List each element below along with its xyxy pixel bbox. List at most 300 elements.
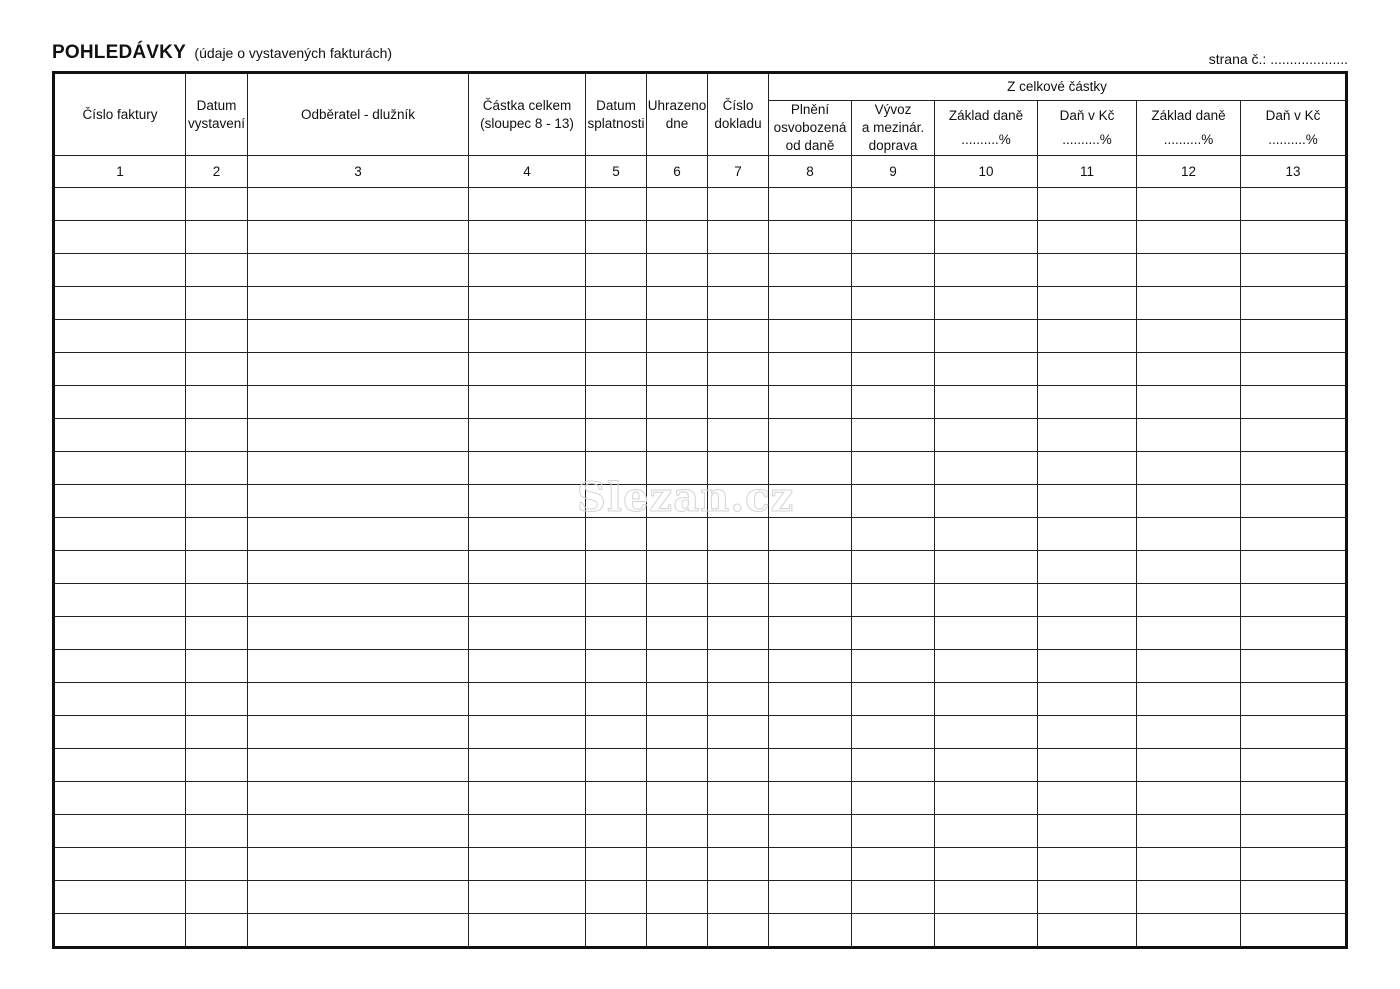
table-cell[interactable] [769, 485, 852, 518]
table-cell[interactable] [586, 287, 647, 320]
table-cell[interactable] [935, 518, 1038, 551]
table-cell[interactable] [586, 815, 647, 848]
table-cell[interactable] [852, 815, 935, 848]
table-cell[interactable] [769, 320, 852, 353]
table-cell[interactable] [248, 353, 469, 386]
table-cell[interactable] [708, 848, 769, 881]
table-cell[interactable] [852, 221, 935, 254]
table-cell[interactable] [186, 485, 248, 518]
table-cell[interactable] [54, 815, 186, 848]
table-cell[interactable] [586, 221, 647, 254]
table-cell[interactable] [647, 914, 708, 948]
table-cell[interactable] [248, 881, 469, 914]
table-cell[interactable] [469, 254, 586, 287]
table-cell[interactable] [647, 353, 708, 386]
table-cell[interactable] [1137, 287, 1241, 320]
table-cell[interactable] [769, 254, 852, 287]
column-number: 6 [647, 156, 708, 188]
table-cell[interactable] [1241, 254, 1347, 287]
table-cell[interactable] [935, 683, 1038, 716]
table-cell[interactable] [186, 815, 248, 848]
table-cell[interactable] [647, 254, 708, 287]
table-cell[interactable] [708, 584, 769, 617]
table-cell[interactable] [186, 221, 248, 254]
table-cell[interactable] [647, 650, 708, 683]
table-cell[interactable] [708, 419, 769, 452]
table-cell[interactable] [469, 386, 586, 419]
table-cell[interactable] [769, 386, 852, 419]
table-cell[interactable] [1137, 914, 1241, 948]
table-cell[interactable] [54, 353, 186, 386]
table-cell[interactable] [935, 254, 1038, 287]
table-cell[interactable] [186, 287, 248, 320]
table-cell[interactable] [852, 353, 935, 386]
table-cell[interactable] [469, 452, 586, 485]
table-cell[interactable] [1038, 914, 1137, 948]
table-cell[interactable] [708, 353, 769, 386]
table-cell[interactable] [248, 848, 469, 881]
table-cell[interactable] [769, 353, 852, 386]
table-cell[interactable] [1241, 551, 1347, 584]
table-cell[interactable] [1241, 650, 1347, 683]
table-cell[interactable] [647, 551, 708, 584]
table-cell[interactable] [586, 419, 647, 452]
table-cell[interactable] [1137, 254, 1241, 287]
table-cell[interactable] [852, 386, 935, 419]
table-cell[interactable] [647, 452, 708, 485]
table-cell[interactable] [54, 683, 186, 716]
table-cell[interactable] [248, 584, 469, 617]
table-cell[interactable] [935, 287, 1038, 320]
table-cell[interactable] [708, 485, 769, 518]
table-cell[interactable] [852, 485, 935, 518]
table-cell[interactable] [935, 452, 1038, 485]
table-cell[interactable] [54, 188, 186, 221]
table-cell[interactable] [1241, 584, 1347, 617]
table-cell[interactable] [54, 551, 186, 584]
table-cell[interactable] [186, 848, 248, 881]
table-cell[interactable] [1137, 584, 1241, 617]
table-cell[interactable] [1137, 452, 1241, 485]
table-cell[interactable] [186, 419, 248, 452]
table-cell[interactable] [1038, 551, 1137, 584]
table-cell[interactable] [852, 584, 935, 617]
table-cell[interactable] [1137, 485, 1241, 518]
table-cell[interactable] [935, 716, 1038, 749]
table-cell[interactable] [852, 452, 935, 485]
table-cell[interactable] [586, 452, 647, 485]
table-cell[interactable] [248, 320, 469, 353]
table-cell[interactable] [852, 650, 935, 683]
table-cell[interactable] [1038, 188, 1137, 221]
table-cell[interactable] [1038, 815, 1137, 848]
table-cell[interactable] [54, 221, 186, 254]
table-cell[interactable] [469, 650, 586, 683]
table-cell[interactable] [186, 617, 248, 650]
table-cell[interactable] [54, 320, 186, 353]
table-cell[interactable] [708, 386, 769, 419]
table-cell[interactable] [935, 650, 1038, 683]
table-cell[interactable] [1038, 254, 1137, 287]
table-cell[interactable] [852, 881, 935, 914]
table-cell[interactable] [1241, 881, 1347, 914]
table-cell[interactable] [186, 584, 248, 617]
table-cell[interactable] [54, 485, 186, 518]
table-cell[interactable] [935, 782, 1038, 815]
table-cell[interactable] [935, 815, 1038, 848]
table-cell[interactable] [54, 617, 186, 650]
table-cell[interactable] [248, 419, 469, 452]
table-cell[interactable] [1137, 881, 1241, 914]
table-cell[interactable] [248, 452, 469, 485]
table-cell[interactable] [708, 287, 769, 320]
table-cell[interactable] [1241, 320, 1347, 353]
table-cell[interactable] [647, 584, 708, 617]
table-cell[interactable] [769, 287, 852, 320]
table-cell[interactable] [769, 452, 852, 485]
table-cell[interactable] [1038, 386, 1137, 419]
table-cell[interactable] [769, 881, 852, 914]
table-cell[interactable] [647, 782, 708, 815]
table-cell[interactable] [1137, 815, 1241, 848]
table-cell[interactable] [1137, 683, 1241, 716]
table-cell[interactable] [248, 287, 469, 320]
table-cell[interactable] [586, 749, 647, 782]
table-cell[interactable] [1241, 353, 1347, 386]
table-cell[interactable] [54, 914, 186, 948]
table-cell[interactable] [1241, 914, 1347, 948]
table-cell[interactable] [935, 881, 1038, 914]
table-cell[interactable] [248, 188, 469, 221]
table-cell[interactable] [248, 683, 469, 716]
table-cell[interactable] [1241, 452, 1347, 485]
table-cell[interactable] [469, 815, 586, 848]
table-cell[interactable] [586, 386, 647, 419]
table-cell[interactable] [708, 617, 769, 650]
table-cell[interactable] [586, 485, 647, 518]
table-cell[interactable] [1137, 617, 1241, 650]
table-cell[interactable] [1137, 320, 1241, 353]
table-cell[interactable] [708, 881, 769, 914]
table-cell[interactable] [769, 815, 852, 848]
table-cell[interactable] [1137, 221, 1241, 254]
table-cell[interactable] [1241, 716, 1347, 749]
table-cell[interactable] [1038, 419, 1137, 452]
table-cell[interactable] [186, 683, 248, 716]
table-cell[interactable] [469, 485, 586, 518]
table-cell[interactable] [852, 617, 935, 650]
table-cell[interactable] [769, 650, 852, 683]
table-cell[interactable] [852, 683, 935, 716]
table-cell[interactable] [1241, 221, 1347, 254]
table-cell[interactable] [1137, 188, 1241, 221]
table-cell[interactable] [935, 848, 1038, 881]
table-cell[interactable] [852, 749, 935, 782]
table-cell[interactable] [54, 749, 186, 782]
table-cell[interactable] [586, 320, 647, 353]
table-cell[interactable] [935, 419, 1038, 452]
table-cell[interactable] [1038, 716, 1137, 749]
table-cell[interactable] [186, 452, 248, 485]
table-cell[interactable] [647, 683, 708, 716]
table-cell[interactable] [1241, 683, 1347, 716]
table-cell[interactable] [1038, 683, 1137, 716]
table-cell[interactable] [852, 518, 935, 551]
table-cell[interactable] [935, 914, 1038, 948]
table-cell[interactable] [469, 584, 586, 617]
table-cell[interactable] [769, 617, 852, 650]
table-cell[interactable] [186, 353, 248, 386]
table-cell[interactable] [647, 749, 708, 782]
table-cell[interactable] [54, 650, 186, 683]
table-cell[interactable] [935, 320, 1038, 353]
table-cell[interactable] [586, 254, 647, 287]
table-cell[interactable] [469, 188, 586, 221]
table-cell[interactable] [248, 815, 469, 848]
table-cell[interactable] [1137, 386, 1241, 419]
table-cell[interactable] [769, 683, 852, 716]
table-cell[interactable] [586, 617, 647, 650]
table-cell[interactable] [1038, 881, 1137, 914]
table-cell[interactable] [935, 584, 1038, 617]
table-cell[interactable] [586, 518, 647, 551]
table-cell[interactable] [469, 716, 586, 749]
table-cell[interactable] [469, 287, 586, 320]
table-cell[interactable] [769, 419, 852, 452]
table-cell[interactable] [469, 881, 586, 914]
table-cell[interactable] [708, 683, 769, 716]
table-cell[interactable] [248, 617, 469, 650]
table-cell[interactable] [54, 881, 186, 914]
table-cell[interactable] [1038, 650, 1137, 683]
table-cell[interactable] [935, 551, 1038, 584]
table-cell[interactable] [852, 254, 935, 287]
table-cell[interactable] [1137, 650, 1241, 683]
table-cell[interactable] [1241, 419, 1347, 452]
table-cell[interactable] [1241, 848, 1347, 881]
table-cell[interactable] [469, 914, 586, 948]
table-cell[interactable] [586, 881, 647, 914]
table-cell[interactable] [769, 749, 852, 782]
table-cell[interactable] [769, 188, 852, 221]
table-cell[interactable] [852, 320, 935, 353]
table-cell[interactable] [1038, 287, 1137, 320]
table-cell[interactable] [708, 518, 769, 551]
table-cell[interactable] [647, 716, 708, 749]
table-cell[interactable] [1241, 782, 1347, 815]
table-cell[interactable] [54, 452, 186, 485]
table-cell[interactable] [708, 221, 769, 254]
table-cell[interactable] [586, 716, 647, 749]
table-cell[interactable] [1137, 782, 1241, 815]
table-cell[interactable] [1038, 452, 1137, 485]
table-cell[interactable] [852, 551, 935, 584]
table-cell[interactable] [54, 419, 186, 452]
table-cell[interactable] [469, 749, 586, 782]
table-cell[interactable] [586, 782, 647, 815]
table-cell[interactable] [769, 848, 852, 881]
table-cell[interactable] [935, 749, 1038, 782]
table-cell[interactable] [586, 584, 647, 617]
table-cell[interactable] [1137, 419, 1241, 452]
table-cell[interactable] [186, 881, 248, 914]
table-cell[interactable] [1038, 617, 1137, 650]
table-cell[interactable] [647, 485, 708, 518]
table-cell[interactable] [248, 221, 469, 254]
table-cell[interactable] [647, 287, 708, 320]
table-cell[interactable] [769, 782, 852, 815]
table-cell[interactable] [852, 782, 935, 815]
table-cell[interactable] [647, 815, 708, 848]
table-cell[interactable] [769, 221, 852, 254]
table-cell[interactable] [708, 320, 769, 353]
table-cell[interactable] [54, 716, 186, 749]
table-cell[interactable] [186, 551, 248, 584]
table-cell[interactable] [1241, 188, 1347, 221]
table-cell[interactable] [248, 749, 469, 782]
table-cell[interactable] [647, 518, 708, 551]
table-cell[interactable] [708, 551, 769, 584]
table-cell[interactable] [1038, 584, 1137, 617]
table-cell[interactable] [248, 518, 469, 551]
table-cell[interactable] [708, 650, 769, 683]
table-cell[interactable] [708, 815, 769, 848]
table-cell[interactable] [647, 881, 708, 914]
table-cell[interactable] [1038, 749, 1137, 782]
table-cell[interactable] [1241, 287, 1347, 320]
table-cell[interactable] [935, 485, 1038, 518]
table-cell[interactable] [708, 914, 769, 948]
table-cell[interactable] [586, 848, 647, 881]
table-cell[interactable] [708, 254, 769, 287]
table-cell[interactable] [769, 551, 852, 584]
table-cell[interactable] [586, 551, 647, 584]
table-cell[interactable] [647, 188, 708, 221]
table-cell[interactable] [469, 848, 586, 881]
table-cell[interactable] [54, 386, 186, 419]
table-cell[interactable] [769, 584, 852, 617]
table-cell[interactable] [708, 749, 769, 782]
table-cell[interactable] [1038, 782, 1137, 815]
table-cell[interactable] [248, 716, 469, 749]
table-cell[interactable] [469, 353, 586, 386]
table-cell[interactable] [248, 551, 469, 584]
table-cell[interactable] [54, 584, 186, 617]
table-cell[interactable] [469, 782, 586, 815]
table-cell[interactable] [708, 188, 769, 221]
table-cell[interactable] [469, 320, 586, 353]
table-cell[interactable] [647, 848, 708, 881]
table-cell[interactable] [248, 485, 469, 518]
table-cell[interactable] [186, 188, 248, 221]
table-cell[interactable] [1241, 386, 1347, 419]
table-cell[interactable] [586, 650, 647, 683]
table-cell[interactable] [769, 716, 852, 749]
table-cell[interactable] [647, 386, 708, 419]
table-cell[interactable] [248, 386, 469, 419]
table-cell[interactable] [1038, 518, 1137, 551]
table-cell[interactable] [647, 419, 708, 452]
table-cell[interactable] [1241, 617, 1347, 650]
table-cell[interactable] [586, 683, 647, 716]
table-cell[interactable] [935, 386, 1038, 419]
table-cell[interactable] [186, 254, 248, 287]
table-cell[interactable] [54, 848, 186, 881]
table-cell[interactable] [248, 650, 469, 683]
table-cell[interactable] [54, 287, 186, 320]
table-cell[interactable] [852, 188, 935, 221]
table-cell[interactable] [186, 749, 248, 782]
table-cell[interactable] [1137, 518, 1241, 551]
table-cell[interactable] [935, 221, 1038, 254]
table-cell[interactable] [469, 221, 586, 254]
table-cell[interactable] [852, 914, 935, 948]
table-cell[interactable] [248, 782, 469, 815]
table-cell[interactable] [708, 716, 769, 749]
table-cell[interactable] [186, 650, 248, 683]
table-cell[interactable] [647, 320, 708, 353]
table-cell[interactable] [186, 716, 248, 749]
table-cell[interactable] [186, 518, 248, 551]
table-cell[interactable] [852, 848, 935, 881]
table-cell[interactable] [469, 419, 586, 452]
table-cell[interactable] [248, 914, 469, 948]
table-cell[interactable] [1241, 815, 1347, 848]
table-cell[interactable] [186, 782, 248, 815]
table-cell[interactable] [54, 782, 186, 815]
table-cell[interactable] [647, 617, 708, 650]
table-cell[interactable] [186, 914, 248, 948]
table-cell[interactable] [1137, 716, 1241, 749]
table-cell[interactable] [586, 914, 647, 948]
table-cell[interactable] [708, 782, 769, 815]
table-cell[interactable] [469, 518, 586, 551]
table-cell[interactable] [1038, 485, 1137, 518]
table-cell[interactable] [586, 353, 647, 386]
table-cell[interactable] [1241, 749, 1347, 782]
table-cell[interactable] [469, 683, 586, 716]
table-cell[interactable] [186, 386, 248, 419]
table-cell[interactable] [852, 287, 935, 320]
table-cell[interactable] [586, 188, 647, 221]
table-cell[interactable] [769, 914, 852, 948]
table-cell[interactable] [852, 419, 935, 452]
table-cell[interactable] [708, 452, 769, 485]
table-cell[interactable] [54, 518, 186, 551]
table-cell[interactable] [1038, 353, 1137, 386]
table-cell[interactable] [1137, 353, 1241, 386]
table-cell[interactable] [469, 551, 586, 584]
table-cell[interactable] [54, 254, 186, 287]
table-cell[interactable] [1038, 320, 1137, 353]
table-cell[interactable] [248, 254, 469, 287]
table-cell[interactable] [1038, 848, 1137, 881]
table-cell[interactable] [935, 617, 1038, 650]
table-cell[interactable] [186, 320, 248, 353]
table-cell[interactable] [647, 221, 708, 254]
table-cell[interactable] [1137, 551, 1241, 584]
table-cell[interactable] [769, 518, 852, 551]
table-cell[interactable] [935, 353, 1038, 386]
table-cell[interactable] [1137, 848, 1241, 881]
table-cell[interactable] [1038, 221, 1137, 254]
table-cell[interactable] [1137, 749, 1241, 782]
table-cell[interactable] [1241, 485, 1347, 518]
table-cell[interactable] [852, 716, 935, 749]
table-cell[interactable] [1241, 518, 1347, 551]
table-cell[interactable] [469, 617, 586, 650]
table-cell[interactable] [935, 188, 1038, 221]
